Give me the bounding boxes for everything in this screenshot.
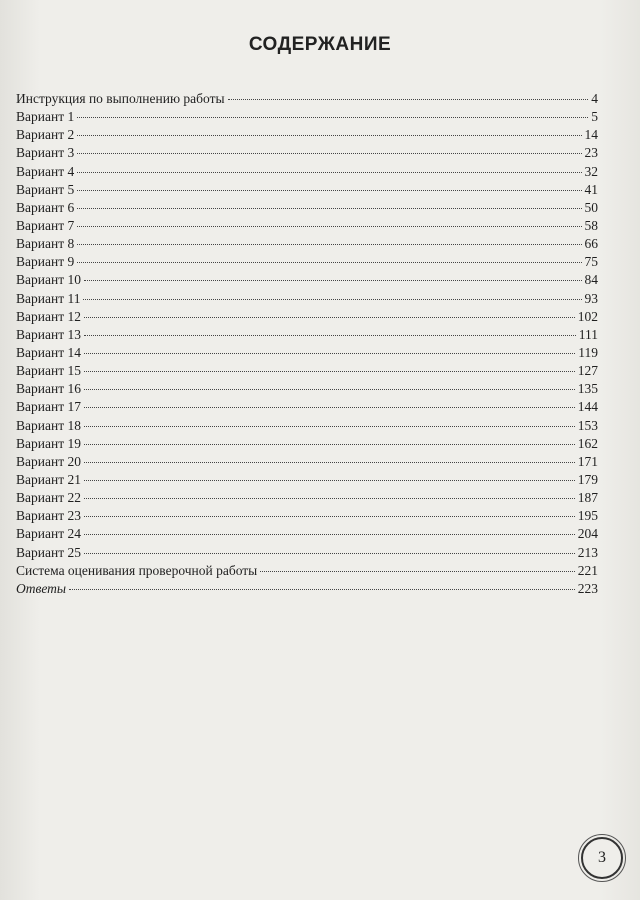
toc-entry-label: Вариант 7 [16, 217, 75, 233]
toc-leader-dots [77, 172, 581, 173]
toc-entry [16, 290, 598, 308]
toc-leader-dots [84, 426, 575, 427]
toc-entry-page: 171 [577, 453, 598, 469]
toc-leader-dots [84, 353, 575, 354]
toc-entry-label: Ответы [16, 580, 67, 596]
toc-leader-dots [77, 226, 581, 227]
toc-leader-dots [77, 135, 581, 136]
toc-entry-label: Вариант 9 [16, 254, 75, 270]
toc-entry-page: 14 [584, 127, 598, 143]
toc-leader-dots [83, 299, 581, 300]
toc-leader-dots [84, 444, 575, 445]
toc-entry [16, 398, 598, 416]
toc-entry [16, 108, 598, 126]
toc-leader-dots [77, 153, 581, 154]
toc-leader-dots [84, 317, 575, 318]
toc-entry-label: Вариант 18 [16, 417, 81, 433]
toc-entry-label: Вариант 23 [16, 508, 81, 524]
toc-entry-page: 93 [584, 290, 598, 306]
toc-entry [16, 417, 598, 435]
toc-entry-label: Инструкция по выполнению работы [16, 91, 225, 106]
toc-entry [16, 326, 598, 344]
toc-entry-page: 135 [577, 381, 598, 397]
toc-entry-page: 204 [577, 526, 598, 542]
toc-entry-page: 179 [577, 471, 598, 487]
toc-entry-page: 221 [577, 562, 598, 578]
toc-entry [16, 435, 598, 453]
toc-leader-dots [84, 516, 575, 517]
toc-entry-label: Вариант 14 [16, 344, 81, 360]
toc-entry [16, 362, 598, 380]
toc-entry-page: 223 [577, 580, 598, 596]
toc-leader-dots [84, 480, 575, 481]
toc-entry-label: Вариант 17 [16, 399, 81, 415]
toc-entry-label: Вариант 25 [16, 544, 81, 560]
toc-entry [16, 90, 598, 108]
toc-entry-label: Вариант 24 [16, 526, 81, 542]
table-of-contents [16, 90, 598, 598]
toc-entry-page: 213 [577, 544, 598, 560]
toc-entry [16, 380, 598, 398]
toc-leader-dots [69, 589, 575, 590]
toc-entry-page: 23 [584, 145, 598, 161]
toc-entry [16, 525, 598, 543]
page-title: СОДЕРЖАНИЕ [248, 34, 392, 55]
toc-entry [16, 471, 598, 489]
toc-leader-dots [84, 462, 575, 463]
toc-entry [16, 507, 598, 525]
toc-entry-label: Вариант 22 [16, 490, 81, 506]
toc-entry-label: Вариант 10 [16, 272, 81, 288]
toc-entry-label: Вариант 6 [16, 199, 75, 215]
toc-entry-label: Вариант 1 [16, 109, 75, 125]
toc-entry-page: 50 [584, 199, 598, 215]
toc-entry-page: 84 [584, 272, 598, 288]
toc-entry-label: Вариант 16 [16, 381, 81, 397]
toc-leader-dots [228, 99, 589, 100]
toc-leader-dots [77, 117, 588, 118]
toc-entry-label: Вариант 8 [16, 236, 75, 252]
toc-entry [16, 126, 598, 144]
toc-entry [16, 271, 598, 289]
toc-leader-dots [84, 389, 575, 390]
toc-leader-dots [84, 335, 576, 336]
toc-entry-page: 162 [577, 435, 598, 451]
toc-entry-page: 5 [591, 109, 598, 125]
toc-entry-page: 144 [577, 399, 598, 415]
toc-entry-label: Вариант 3 [16, 145, 75, 161]
toc-entry-page: 127 [577, 363, 598, 379]
toc-entry-label: Вариант 19 [16, 435, 81, 451]
toc-leader-dots [84, 498, 575, 499]
toc-leader-dots [260, 571, 575, 572]
toc-entry-label: Вариант 12 [16, 308, 81, 324]
toc-entry-page: 75 [584, 254, 598, 270]
toc-leader-dots [77, 244, 581, 245]
toc-entry [16, 253, 598, 271]
page-number-badge [581, 837, 623, 879]
toc-entry-page: 153 [577, 417, 598, 433]
toc-leader-dots [84, 534, 575, 535]
toc-entry [16, 562, 598, 580]
toc-entry [16, 235, 598, 253]
toc-entry-label: Вариант 13 [16, 326, 81, 342]
toc-entry [16, 181, 598, 199]
toc-entry [16, 199, 598, 217]
toc-entry [16, 163, 598, 181]
toc-entry-page: 32 [584, 163, 598, 179]
toc-leader-dots [84, 371, 575, 372]
toc-entry-label: Вариант 4 [16, 163, 75, 179]
toc-entry-page: 4 [591, 91, 598, 106]
toc-entry [16, 308, 598, 326]
toc-entry [16, 344, 598, 362]
toc-leader-dots [77, 190, 581, 191]
toc-entry-page: 187 [577, 490, 598, 506]
toc-entry-page: 58 [584, 217, 598, 233]
toc-leader-dots [77, 208, 581, 209]
toc-entry-page: 111 [578, 326, 598, 342]
page-number: 3 [598, 849, 606, 866]
toc-entry [16, 489, 598, 507]
toc-leader-dots [84, 407, 575, 408]
toc-entry [16, 453, 598, 471]
toc-entry [16, 217, 598, 235]
toc-leader-dots [84, 553, 575, 554]
toc-entry-page: 102 [577, 308, 598, 324]
toc-entry-label: Система оценивания проверочной работы [16, 562, 258, 578]
toc-entry [16, 144, 598, 162]
toc-leader-dots [77, 262, 581, 263]
toc-entry [16, 544, 598, 562]
toc-entry-page: 41 [584, 181, 598, 197]
toc-entry [16, 580, 598, 598]
toc-entry-label: Вариант 21 [16, 471, 81, 487]
toc-entry-page: 195 [577, 508, 598, 524]
toc-entry-page: 66 [584, 236, 598, 252]
toc-entry-label: Вариант 5 [16, 181, 75, 197]
toc-entry-label: Вариант 20 [16, 453, 81, 469]
toc-leader-dots [84, 280, 582, 281]
toc-entry-label: Вариант 11 [16, 290, 81, 306]
toc-entry-page: 119 [578, 344, 598, 360]
toc-entry-label: Вариант 15 [16, 363, 81, 379]
toc-entry-label: Вариант 2 [16, 127, 75, 143]
